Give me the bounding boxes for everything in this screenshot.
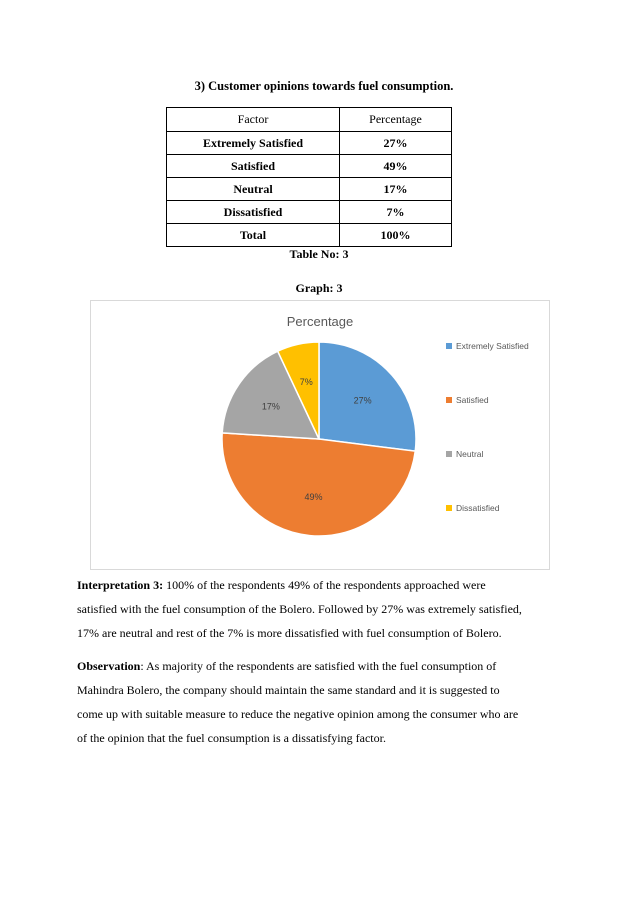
table-cell: 100% [340, 224, 452, 247]
pie-data-label: 49% [304, 491, 323, 502]
legend-label: Satisfied [456, 395, 489, 405]
table-caption: Table No: 3 [289, 247, 349, 261]
table-cell: Total [167, 224, 340, 247]
interpretation-paragraph [77, 573, 567, 645]
interpretation-line [77, 573, 567, 597]
observation-text: : As majority of the respondents are satisfied with the fuel consumption of [140, 659, 497, 673]
table-cell: Neutral [167, 178, 340, 201]
table-cell: Satisfied [167, 155, 340, 178]
opinion-table [166, 107, 452, 247]
section-heading: 3) Customer opinions towards fuel consumption. [194, 79, 454, 93]
graph-caption: Graph: 3 [295, 281, 343, 295]
observation-line [77, 654, 567, 678]
pie-chart [90, 300, 550, 570]
table-cell: Dissatisfied [167, 201, 340, 224]
pie-data-label: 27% [353, 395, 372, 406]
interpretation-line: satisfied with the fuel consumption of the Bolero. Followed by 27% was extremely satisfied, [77, 602, 522, 616]
table-header-cell: Factor [167, 108, 340, 132]
pie-data-label: 17% [261, 401, 280, 412]
table-header-cell: Percentage [340, 108, 452, 132]
table-row [167, 178, 452, 201]
table-cell: 27% [340, 132, 452, 155]
observation-paragraph [77, 654, 567, 750]
legend-label: Neutral [456, 449, 484, 459]
interpretation-label: Interpretation 3: [77, 578, 164, 592]
legend-swatch [446, 343, 452, 349]
legend-swatch [446, 451, 452, 457]
table-row [167, 224, 452, 247]
legend-swatch [446, 397, 452, 403]
observation-label: Observation [77, 659, 141, 673]
table-row [167, 201, 452, 224]
interpretation-text: 100% of the respondents 49% of the respondents approached were [163, 578, 486, 592]
interpretation-line: 17% are neutral and rest of the 7% is more dissatisfied with fuel consumption of Bolero. [77, 626, 502, 640]
table-cell: 17% [340, 178, 452, 201]
legend-label: Dissatisfied [456, 503, 500, 513]
table-row [167, 155, 452, 178]
chart-legend [446, 341, 529, 513]
table-cell: Extremely Satisfied [167, 132, 340, 155]
legend-label: Extremely Satisfied [456, 341, 529, 351]
pie-slices [222, 342, 416, 536]
observation-line: Mahindra Bolero, the company should maintain the same standard and it is suggested to [77, 683, 500, 697]
pie-data-label: 7% [299, 377, 313, 388]
table-cell: 49% [340, 155, 452, 178]
table-header-row [167, 108, 452, 132]
pie-chart-svg [91, 301, 549, 569]
table-row [167, 132, 452, 155]
table-cell: 7% [340, 201, 452, 224]
observation-line: come up with suitable measure to reduce the negative opinion among the consumer who are [77, 707, 519, 721]
pie-slice-satisfied [222, 433, 415, 536]
legend-swatch [446, 505, 452, 511]
chart-title: Percentage [286, 314, 354, 329]
observation-line: of the opinion that the fuel consumption is a dissatisfying factor. [77, 731, 386, 745]
